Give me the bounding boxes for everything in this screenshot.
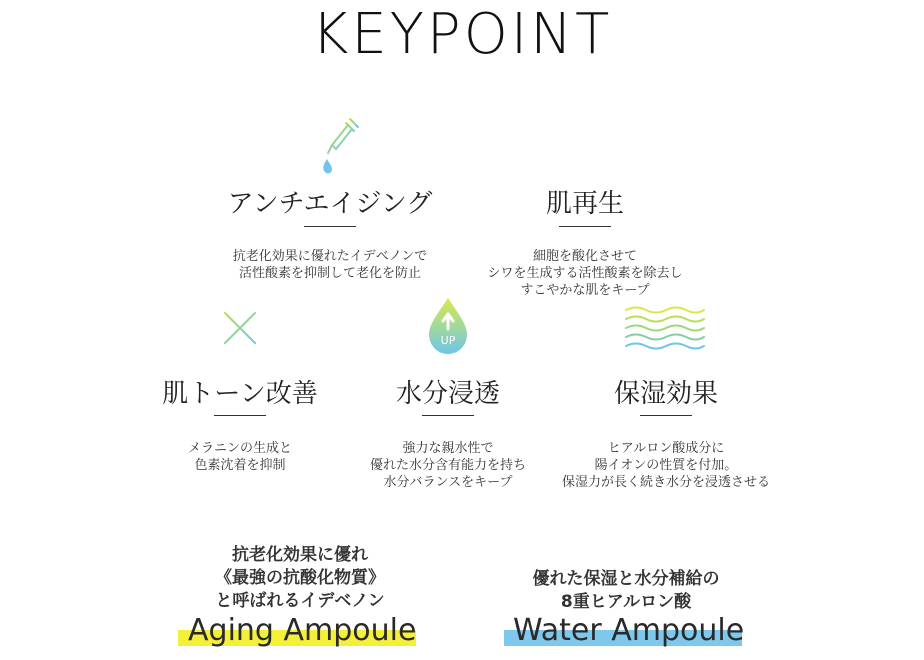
feature-name: 肌再生 bbox=[545, 189, 625, 219]
feature-desc bbox=[562, 440, 770, 491]
desc-line: ヒアルロン酸成分に bbox=[607, 441, 725, 456]
divider bbox=[214, 415, 266, 416]
product-name: Water Ampoule bbox=[513, 613, 745, 648]
headline-line: 抗老化効果に優れ bbox=[232, 545, 368, 565]
product-headline bbox=[533, 568, 720, 614]
water-drop-up-icon bbox=[425, 296, 471, 356]
headline-line: 《最強の抗酸化物質》 bbox=[215, 568, 385, 588]
feature-desc bbox=[233, 248, 427, 282]
feature-name: 水分浸透 bbox=[395, 379, 501, 409]
product-headline bbox=[215, 544, 385, 613]
desc-line: メラニンの生成と bbox=[187, 441, 293, 456]
desc-line: 保湿力が長く続き水分を浸透させる bbox=[561, 475, 771, 490]
desc-line: 強力な親水性で bbox=[402, 441, 494, 456]
desc-line: 陽イオンの性質を付加。 bbox=[594, 458, 738, 473]
desc-line: 活性酸素を抑制して老化を防止 bbox=[238, 266, 422, 281]
feature-name: アンチエイジング bbox=[227, 189, 433, 219]
feature-name: 保湿効果 bbox=[613, 379, 719, 409]
up-badge: UP bbox=[440, 334, 456, 347]
starburst-icon bbox=[216, 304, 264, 352]
desc-line: 水分バランスをキープ bbox=[383, 475, 513, 490]
dropper-icon bbox=[312, 115, 362, 177]
desc-line: 抗老化効果に優れたイデベノンで bbox=[232, 249, 428, 264]
sparkle-cross-icon bbox=[562, 125, 608, 171]
headline-line: と呼ばれるイデベノン bbox=[215, 591, 385, 611]
desc-line: シワを生成する活性酸素を除去し bbox=[487, 266, 683, 281]
feature-desc bbox=[188, 440, 292, 474]
divider bbox=[422, 415, 474, 416]
divider bbox=[559, 226, 611, 227]
waves-icon bbox=[624, 305, 706, 351]
product-name: Aging Ampoule bbox=[188, 613, 417, 648]
desc-line: 細胞を酸化させて bbox=[532, 249, 638, 264]
headline-line: 8重ヒアルロン酸 bbox=[560, 592, 692, 612]
desc-line: 優れた水分含有能力を持ち bbox=[369, 458, 527, 473]
page-title: KEYPOINT bbox=[311, 2, 613, 67]
desc-line: 色素沈着を抑制 bbox=[194, 458, 286, 473]
desc-line: すこやかな肌をキープ bbox=[520, 283, 650, 298]
feature-name: 肌トーン改善 bbox=[162, 379, 318, 409]
headline-line: 優れた保湿と水分補給の bbox=[532, 569, 720, 589]
feature-desc bbox=[370, 440, 526, 491]
feature-desc bbox=[487, 248, 682, 299]
divider bbox=[304, 226, 356, 227]
divider bbox=[640, 415, 692, 416]
